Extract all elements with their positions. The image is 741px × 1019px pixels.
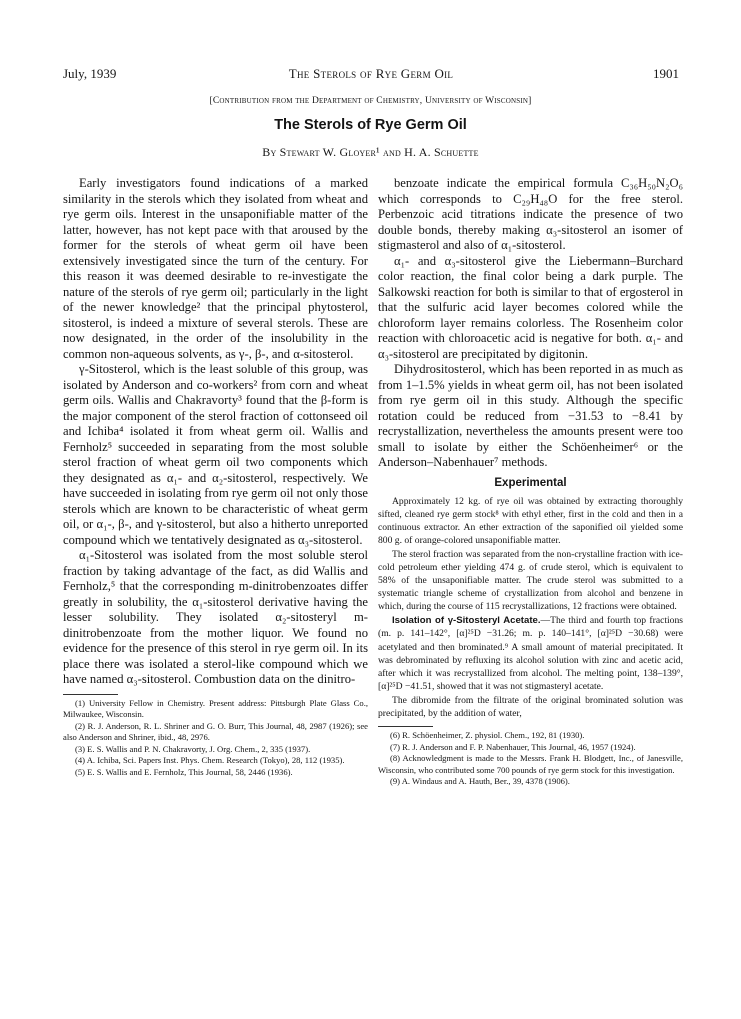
footnote: (5) E. S. Wallis and E. Fernholz, This Journal, 58, 2446 (1936). — [75, 767, 293, 778]
body-paragraph: α₁- and α₃-sitosterol give the Liebermann–Burchard color reaction, the final color being a dark purple. The Salkowski reaction for both is similar to that of ergosterol in that the sulfuric acid layer becomes colored while the chloroform layer remains colorless. The Rosenheim color reaction with chloroacetic acid is negative for both. α₁- and α₃-sitosterol are precipitated by digitonin. — [378, 253, 683, 361]
footnote: (3) E. S. Wallis and P. N. Chakravorty, J. Org. Chem., 2, 335 (1937). — [75, 743, 311, 754]
running-title: The Sterols of Rye Germ Oil — [288, 66, 454, 81]
experimental-paragraph: The sterol fraction was separated from the non-crystalline fraction with ice-cold petroleum ether yielding 474 g. of crude sterol, which is equivalent to 58% of the unsaponifiable matter. The crude sterol was submitted to a systematic triangle scheme of crystallization from alcohol and benzene in which, during the course of 115 recrystallizations, 12 fractions were obtained. — [378, 548, 683, 613]
running-header — [63, 66, 679, 82]
footnote: (1) University Fellow in Chemistry. Present address: Pittsburgh Plate Glass Co., Milwaukee, Wisconsin. — [63, 697, 368, 720]
footnote: (9) A. Windaus and A. Hauth, Ber., 39, 4378 (1906). — [390, 776, 570, 787]
experimental-paragraph: The dibromide from the filtrate of the original brominated solution was precipitated, by the addition of water, — [378, 694, 683, 719]
section-heading: Experimental — [494, 476, 567, 489]
isolation-paragraph — [378, 614, 683, 693]
body-paragraph: α₁-Sitosterol was isolated from the most soluble sterol fraction by taking advantage of the fact, as did Wallis and Fernholz,⁵ that the corresponding m-dinitrobenzoates differ greatly in solubility, the α₁-sitosterol derivative having the lesser solubility. They isolated α₂-sitosteryl m-dinitrobenzoate from the mother liquor. We found no evidence for the presence of this sterol in rye germ oil. In its place there was isolated a sterol-like compound which we have named α₃-sitosterol. Combustion data on the dinitro- — [63, 548, 368, 686]
body-paragraph: Dihydrositosterol, which has been reported in as much as from 1–1.5% yields in wheat germ oil, has not been isolated from rye germ oil in this study. Although the specific rotation could be reduced from −31.53 to −8.41 by recrystallization, nevertheless the amounts present were too small to isolate by either the Schöenheimer⁶ or the Anderson–Nabenhauer⁷ methods. — [378, 362, 683, 469]
body-paragraph: γ-Sitosterol, which is the least soluble of this group, was isolated by Anderson and co-workers² from corn and wheat germ oils. Wallis and Chakravorty³ found that the β-form is the major component of the sterol fraction of cottonseed oil and Ichiba⁴ isolated it from wheat germ oil. Wallis and Fernholz⁵ succeeded in separating from the most soluble sterol fraction of wheat germ oil two components which they designated as α₁- and α₂-sitosterol, respectively. We have succeeded in isolating from rye germ oil not only those sterols which are known to be characteristic of wheat germ oil, or α₁-, β-, and γ-sitosterol, but also a hitherto unreported compound which we tentatively designated as α₃-sitosterol. — [63, 362, 368, 547]
body-paragraph: benzoate indicate the empirical formula C₃₆H₅₀N₂O₆ which corresponds to C₂₉H₄₈O for the free sterol. Perbenzoic acid titrations indicate the presence of two double bonds, thereby making α₃-sitosterol an isomer of stigmasterol and also of α₁-sitosterol. — [378, 176, 683, 252]
article-title: The Sterols of Rye Germ Oil — [274, 117, 467, 133]
footnote: (7) R. J. Anderson and F. P. Nabenhauer, This Journal, 46, 1957 (1924). — [390, 741, 636, 752]
left-column — [63, 176, 368, 779]
isolation-text: —The third and fourth top fractions (m. p. 141–142°, [α]²⁵D −31.26; m. p. 140–141°, [α]²⁵D −30.68) were acetylated and then brominated.⁹ A small amount of material precipitated. It was debrominated by refluxing its alcohol solution with zinc and acetic acid, after which it was recrystallized from alcohol. The melting point, 138–139°, [α]²⁵D −41.51, showed that it was not stigmasteryl acetate. — [378, 615, 683, 692]
footnote-rule — [378, 726, 433, 727]
footnote: (6) R. Schöenheimer, Z. physiol. Chem., 192, 81 (1930). — [390, 730, 585, 741]
footnote-rule — [63, 694, 118, 695]
footnote: (4) A. Ichiba, Sci. Papers Inst. Phys. Chem. Research (Tokyo), 28, 112 (1935). — [75, 755, 345, 766]
issue-date: July, 1939 — [63, 66, 117, 81]
experimental-paragraph: Approximately 12 kg. of rye oil was obtained by extracting thoroughly sifted, cleaned rye germ stock⁸ with ethyl ether, first in the cold and then in a continuous extractor. An ether extraction of the saponified oil yielded some 800 g. of orange-colored unsaponifiable matter. — [378, 495, 683, 546]
page-number: 1901 — [653, 66, 679, 81]
footnote: (2) R. J. Anderson, R. L. Shriner and G. O. Burr, This Journal, 48, 2987 (1926); see also Anderson and Shriner, ibid., 48, 2976. — [63, 720, 368, 743]
run-in-heading: Isolation of γ-Sitosteryl Acetate. — [392, 615, 541, 627]
right-column — [378, 176, 683, 788]
body-paragraph: Early investigators found indications of a marked similarity in the sterols which they isolated from wheat and rye germ oils. Interest in the unsaponifiable matter of the latter, however, has not kept pace with that aroused by the former for the sterols of wheat germ oil have been extensively investigated since the turn of the century. For this reason it was deemed desirable to re-investigate the nature of the sterols of rye germ oil; particularly in the light of the newer knowledge² that the principal phytosterol, sitosterol, is indeed a mixture of several sterols. These are now designated, in the order of the insolubility in the common non-aqueous solvents, as γ-, β-, and α-sitosterol. — [63, 176, 368, 361]
footnote: (8) Acknowledgment is made to the Messrs. Frank H. Blodgett, Inc., of Janesville, Wisconsin, who contributed some 700 pounds of rye germ stock for this investigation. — [378, 753, 683, 775]
author-byline: By Stewart W. Gloyer¹ and H. A. Schuette — [262, 145, 479, 159]
contribution-line: [Contribution from the Department of Chemistry, University of Wisconsin] — [209, 96, 532, 106]
